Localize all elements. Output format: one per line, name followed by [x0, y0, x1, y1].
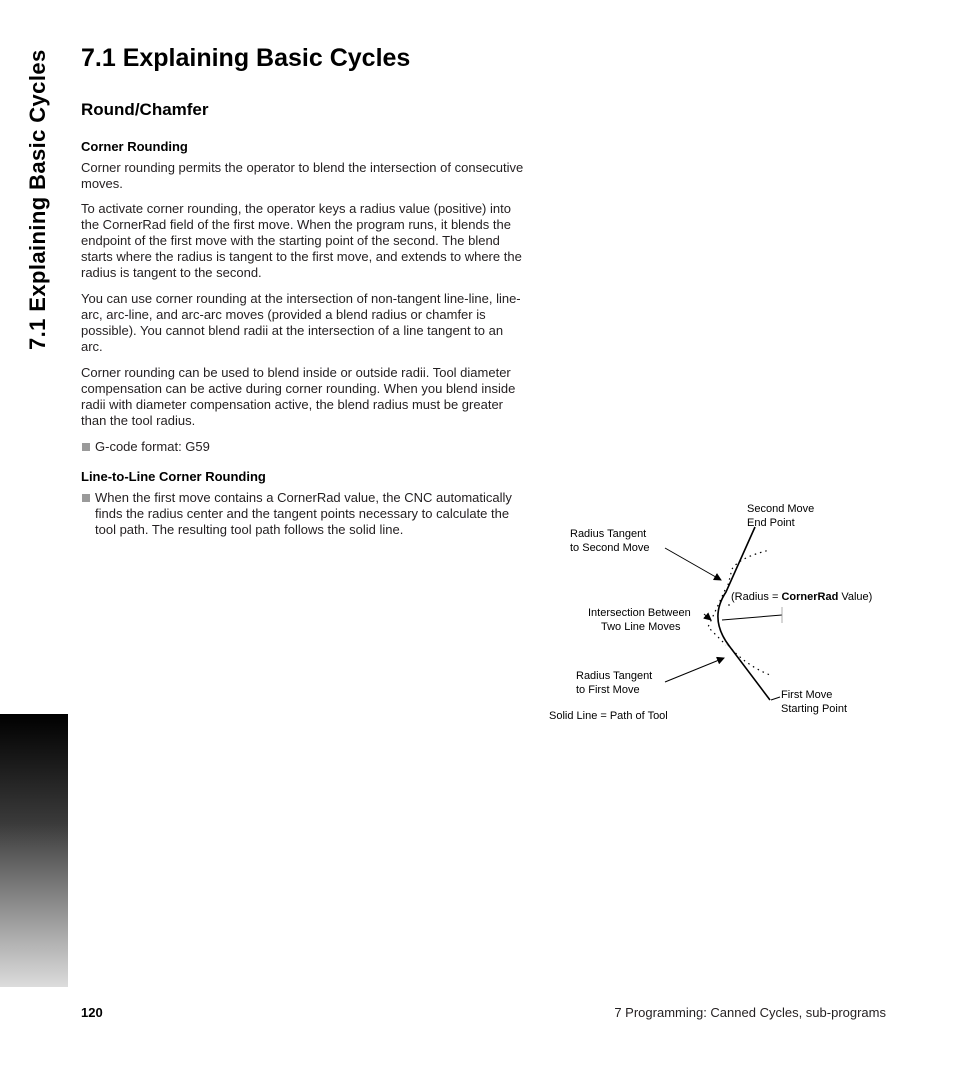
- tool-path-line: [718, 527, 770, 700]
- side-tab: [0, 0, 68, 987]
- paragraph: You can use corner rounding at the intersection of non-tangent line-line, line-arc, arc-line, and arc-arc moves (provided a blend radius or chamfer is possible). You cannot blend radii at the intersection of a line tangent to an arc.: [81, 291, 521, 354]
- label-second-move-end-2: End Point: [747, 517, 795, 529]
- svg-text:Starting Point: [781, 703, 847, 715]
- paragraph: To activate corner rounding, the operator keys a radius value (positive) into the CornerRad field of the first move. When the program runs, it blends the endpoint of the first move with the starting point of the second. The blend starts where the radius is tangent to the first move, and extends to where the radius is tangent to the second.: [81, 201, 522, 280]
- side-tab-title: 7.1 Explaining Basic Cycles: [25, 49, 50, 350]
- bullet-text: G-code format: G59: [95, 439, 210, 454]
- label-radius-tangent-second-2: to Second Move: [570, 542, 650, 554]
- bullet-square-icon: [82, 443, 90, 451]
- leader-radius-tangent-first: [665, 658, 724, 682]
- chapter-footer: 7 Programming: Canned Cycles, sub-programs: [614, 1005, 886, 1020]
- label-second-move-end-1: Second Move: [747, 503, 815, 515]
- label-first-move-start-2: Starting Point: [781, 703, 848, 715]
- label-radius-tangent-second-1: Radius Tangent: [570, 528, 647, 540]
- corner-rounding-para-2: [81, 201, 526, 281]
- label-radius-tangent-first-1: Radius Tangent: [576, 670, 653, 682]
- dotted-extension-upper: [728, 550, 770, 585]
- svg-text:to First Move: [576, 684, 640, 696]
- corner-rounding-heading-block: [81, 139, 526, 154]
- gcode-bullet: [81, 439, 526, 455]
- svg-text:Radius Tangent: [570, 528, 646, 540]
- leader-radius-tangent-second: [665, 548, 721, 580]
- radius-line: [722, 615, 782, 620]
- label-radius-value-suffix: Value): [838, 591, 873, 603]
- side-tab-gradient: [0, 714, 68, 987]
- corner-rounding-heading: Corner Rounding: [81, 139, 188, 154]
- corner-rounding-para-1: [81, 160, 526, 192]
- line-to-line-heading-block: [81, 469, 526, 484]
- svg-text:Second Move: [747, 503, 814, 515]
- svg-text:to Second Move: [570, 542, 650, 554]
- label-solid-line-caption: Solid Line = Path of Tool: [549, 710, 668, 722]
- svg-text:Intersection Between: [588, 607, 691, 619]
- label-radius-value-prefix: (Radius =: [731, 591, 782, 603]
- corner-rounding-para-4: [81, 365, 526, 429]
- label-radius-tangent-first-2: to First Move: [576, 684, 640, 696]
- label-first-move-start-1: First Move: [781, 689, 833, 701]
- leader-intersection: [704, 614, 711, 620]
- paragraph: Corner rounding can be used to blend inside or outside radii. Tool diameter compensation can be active during corner rounding. When you blend inside radii with diameter compensation active, the blend radius must be greater than the tool radius.: [81, 365, 516, 428]
- leader-first-move-start: [771, 697, 780, 700]
- paragraph: Corner rounding permits the operator to blend the intersection of consecutive moves.: [81, 160, 524, 191]
- corner-rounding-para-3: [81, 291, 526, 355]
- page-title: 7.1 Explaining Basic Cycles: [81, 44, 411, 72]
- svg-text:First Move: [781, 689, 832, 701]
- label-intersection-2: Two Line Moves: [601, 621, 681, 633]
- line-to-line-heading: Line-to-Line Corner Rounding: [81, 469, 266, 484]
- label-intersection-1: Intersection Between: [588, 607, 691, 619]
- line-to-line-bullet: [81, 490, 526, 538]
- corner-rounding-diagram: [540, 495, 910, 730]
- svg-text:End Point: [747, 517, 795, 529]
- svg-text:Two Line Moves: [601, 621, 681, 633]
- label-radius-value-bold: CornerRad: [781, 591, 839, 603]
- svg-text:Radius Tangent: [576, 670, 652, 682]
- svg-text:(Radius = CornerRad Value): [731, 591, 872, 603]
- svg-text:Solid Line = Path of Tool: [549, 710, 668, 722]
- bullet-text: When the first move contains a CornerRad value, the CNC automatically finds the radius center and the tangent points necessary to calculate the tool path. The resulting tool path follows the solid line.: [95, 490, 512, 537]
- page-number: 120: [81, 1005, 103, 1020]
- bullet-square-icon: [82, 494, 90, 502]
- section-heading: Round/Chamfer: [81, 100, 209, 119]
- dotted-extension-lower: [728, 645, 770, 675]
